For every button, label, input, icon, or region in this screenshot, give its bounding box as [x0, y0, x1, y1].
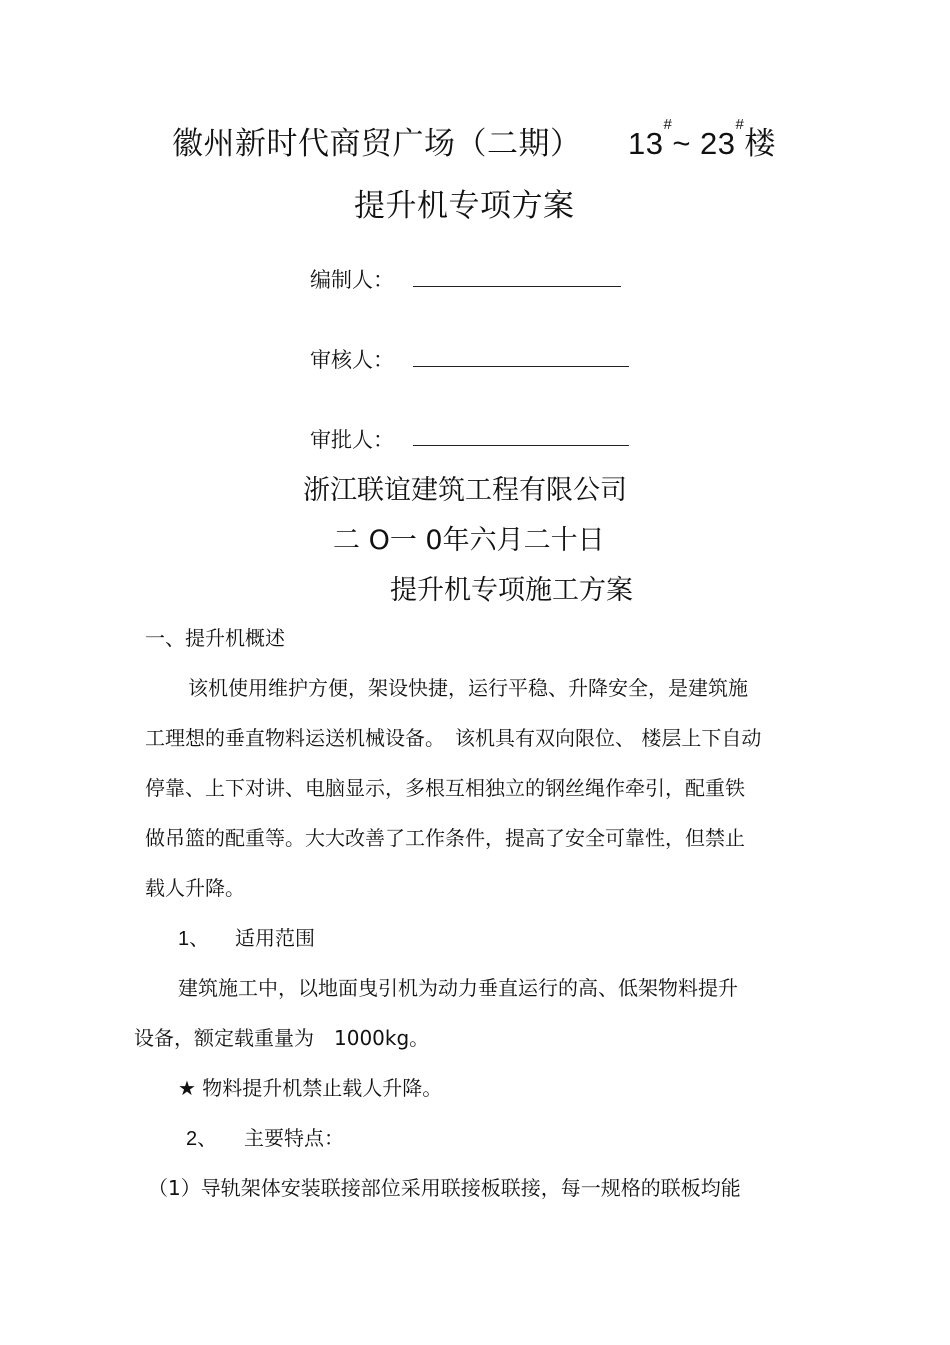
building-to: 23 — [700, 126, 736, 161]
project-name: 徽州新时代商贸广场（二期） — [172, 126, 582, 162]
overview-line-3: 停靠、上下对讲、电脑显示，多根互相独立的钢丝绳作牵引，配重铁 — [145, 776, 745, 800]
warning-text: 物料提升机禁止载人升降。 — [202, 1076, 443, 1100]
subsection-title-features: 主要特点： — [244, 1126, 344, 1150]
building-separator: ~ — [672, 126, 701, 161]
signature-label-reviewer: 审核人： — [310, 348, 394, 372]
plan-title: 提升机专项施工方案 — [390, 575, 633, 606]
section-heading-overview: 一、提升机概述 — [145, 626, 285, 650]
document-title-line2: 提升机专项方案 — [354, 188, 575, 224]
overview-line-2: 工理想的垂直物料运送机械设备。 该机具有双向限位、 楼层上下自动 — [145, 726, 762, 750]
overview-line-5: 载人升降。 — [145, 876, 245, 900]
building-suffix: 楼 — [744, 126, 776, 161]
feature-line-1: （1）导轨架体安装联接部位采用联接板联接，每一规格的联板均能 — [148, 1176, 741, 1200]
signature-line-approver — [413, 445, 629, 446]
number-mark: # — [735, 116, 745, 133]
building-range — [628, 118, 776, 163]
scope-line-1: 建筑施工中，以地面曳引机为动力垂直运行的高、低架物料提升 — [178, 976, 738, 1000]
document-title-line1 — [172, 118, 582, 163]
overview-line-4: 做吊篮的配重等。大大改善了工作条件，提高了安全可靠性，但禁止 — [145, 826, 745, 850]
company-name: 浙江联谊建筑工程有限公司 — [303, 475, 627, 506]
signature-label-preparer: 编制人： — [310, 268, 394, 292]
star-icon: ★ — [178, 1076, 196, 1100]
scope-line-2: 设备，额定载重量为 1000kg。 — [134, 1026, 430, 1050]
overview-line-1: 该机使用维护方便，架设快捷，运行平稳、升降安全，是建筑施 — [188, 676, 748, 700]
subsection-number-1: 1、 — [178, 928, 210, 950]
subsection-title-scope: 适用范围 — [235, 926, 315, 950]
building-from: 13 — [628, 126, 664, 161]
signature-line-preparer — [413, 286, 621, 287]
warning-note — [178, 1072, 442, 1101]
signature-line-reviewer — [413, 366, 629, 367]
document-date: 二 O一 0年六月二十日 — [333, 525, 605, 556]
subsection-number-2: 2、 — [186, 1128, 218, 1150]
number-mark: # — [663, 116, 673, 133]
signature-label-approver: 审批人： — [310, 428, 394, 452]
